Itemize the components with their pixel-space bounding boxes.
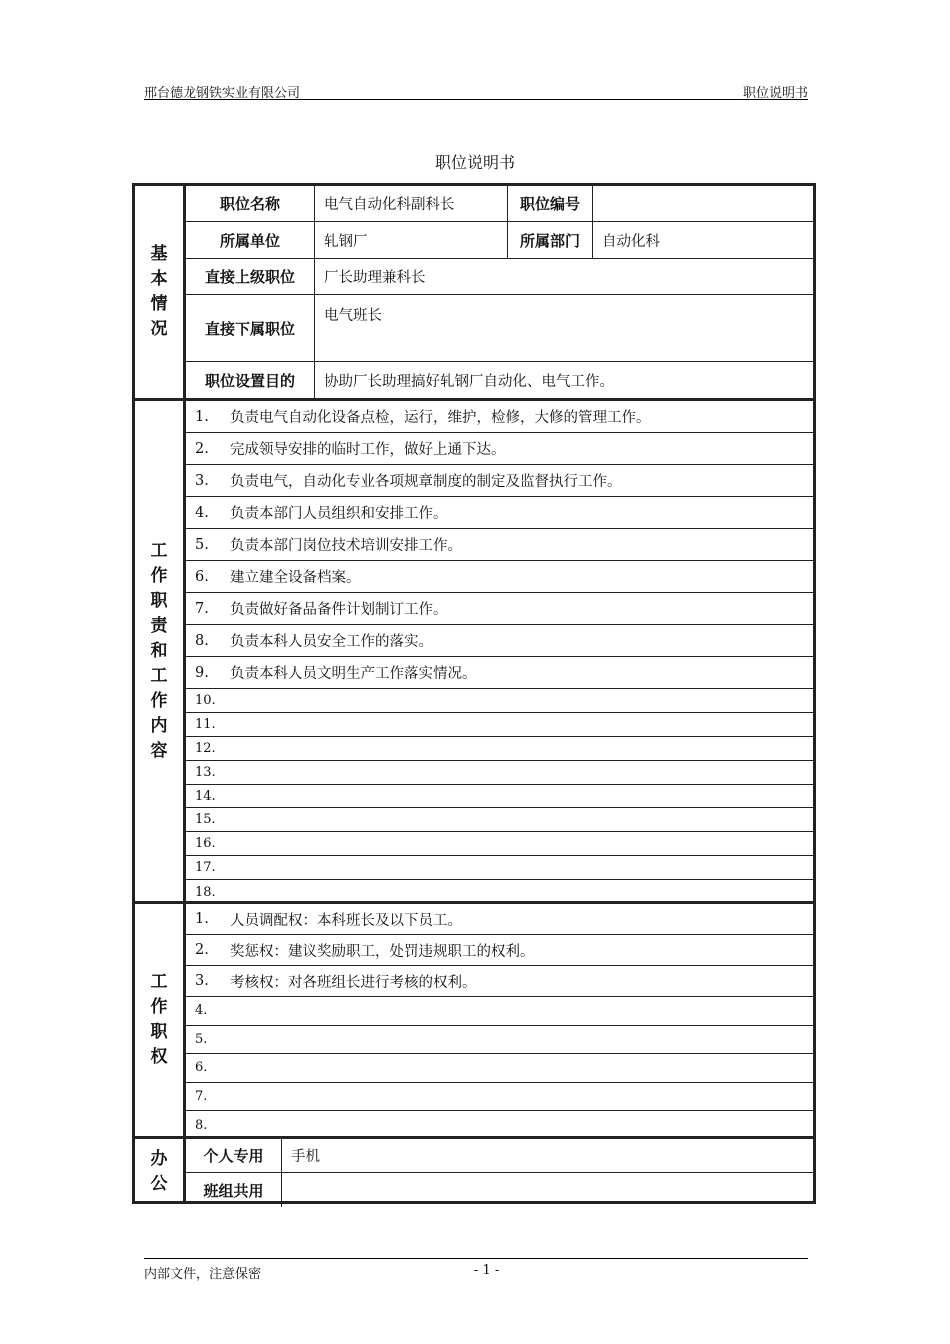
list-item — [186, 737, 813, 761]
basic-info-label: 基本情况 — [150, 244, 168, 339]
item-number: 4. — [195, 504, 209, 521]
duties-label: 工作职责和工作内容 — [150, 540, 168, 761]
list-item — [186, 1026, 813, 1055]
row-purpose — [186, 362, 813, 398]
list-item-content — [186, 1054, 813, 1082]
personal-use-label: 个人专用 — [186, 1139, 282, 1172]
item-text: 负责本部门岗位技术培训安排工作。 — [230, 538, 462, 554]
list-item-content — [186, 433, 813, 464]
item-text: 建立建全设备档案。 — [230, 570, 361, 586]
subordinate-value: 电气班长 — [324, 308, 382, 324]
item-text: 负责做好备品备件计划制订工作。 — [230, 602, 448, 618]
list-item — [186, 593, 813, 625]
list-item — [186, 761, 813, 785]
list-item-content — [186, 561, 813, 592]
position-name-label: 职位名称 — [186, 186, 315, 221]
list-item — [186, 1054, 813, 1083]
superior-value: 厂长助理兼科长 — [324, 270, 426, 286]
list-item — [186, 966, 813, 997]
item-number: 2. — [195, 942, 209, 958]
list-item-content — [186, 689, 813, 712]
item-number: 1. — [195, 408, 209, 425]
item-text: 考核权：对各班组长进行考核的权利。 — [230, 974, 477, 991]
item-number: 16. — [195, 836, 216, 852]
list-item — [186, 713, 813, 737]
unit-value: 轧钢厂 — [324, 233, 368, 250]
item-number: 5. — [195, 536, 209, 553]
item-number: 4. — [195, 1003, 208, 1019]
office-label: 办公 — [150, 1148, 168, 1194]
item-number: 13. — [195, 764, 216, 780]
item-number: 12. — [195, 740, 216, 756]
list-item — [186, 808, 813, 832]
authority-section — [135, 901, 813, 1136]
list-item — [186, 935, 813, 966]
list-item-content — [186, 761, 813, 784]
row-shared-use — [186, 1173, 813, 1207]
list-item — [186, 997, 813, 1026]
confidential-note: 内部文件，注意保密 — [144, 1267, 262, 1282]
item-number: 5. — [195, 1031, 208, 1047]
list-item-content — [186, 832, 813, 855]
authority-label: 工作职权 — [150, 972, 168, 1067]
item-number: 6. — [195, 1060, 208, 1076]
unit-label: 所属单位 — [186, 222, 315, 258]
item-text: 负责电气自动化设备点检，运行，维护，检修，大修的管理工作。 — [230, 410, 651, 426]
list-item-content — [186, 966, 813, 996]
list-item — [186, 401, 813, 433]
list-item — [186, 497, 813, 529]
page-number: - 1 - — [474, 1263, 500, 1278]
item-number: 11. — [195, 716, 216, 732]
job-description-table — [132, 183, 816, 1204]
list-item — [186, 785, 813, 809]
list-item — [186, 561, 813, 593]
list-item — [186, 625, 813, 657]
item-number: 8. — [195, 632, 209, 649]
item-number: 7. — [195, 1088, 208, 1104]
page-header — [144, 80, 808, 100]
purpose-value: 协助厂长助理搞好轧钢厂自动化、电气工作。 — [324, 373, 614, 390]
list-item — [186, 433, 813, 465]
position-name-value: 电气自动化科副科长 — [324, 197, 455, 213]
list-item-content — [186, 785, 813, 808]
list-item-content — [186, 1026, 813, 1054]
item-number: 14. — [195, 788, 216, 804]
list-item — [186, 1083, 813, 1112]
item-number: 3. — [195, 472, 209, 489]
item-number: 7. — [195, 600, 209, 617]
dept-label: 所属部门 — [507, 222, 593, 258]
shared-use-value — [282, 1173, 813, 1207]
list-item-content — [186, 401, 813, 432]
item-number: 2. — [195, 440, 209, 457]
shared-use-label: 班组共用 — [186, 1173, 282, 1207]
list-item — [186, 529, 813, 561]
item-number: 6. — [195, 568, 209, 585]
superior-label: 直接上级职位 — [186, 259, 315, 294]
item-text: 负责本科人员安全工作的落实。 — [230, 634, 433, 650]
duties-label-cell — [135, 401, 186, 901]
list-item-content — [186, 713, 813, 736]
item-number: 17. — [195, 860, 216, 876]
list-item — [186, 465, 813, 497]
list-item-content — [186, 1083, 813, 1111]
subordinate-label: 直接下属职位 — [186, 295, 315, 361]
item-number: 9. — [195, 664, 209, 681]
list-item-content — [186, 625, 813, 656]
document-title: 职位说明书 — [434, 153, 515, 172]
row-unit — [186, 222, 813, 259]
item-number: 1. — [195, 911, 209, 927]
item-number: 3. — [195, 973, 209, 989]
basic-info-label-cell — [135, 186, 186, 398]
item-text: 完成领导安排的临时工作，做好上通下达。 — [230, 442, 506, 458]
list-item-content — [186, 904, 813, 934]
header-doc-type: 职位说明书 — [742, 86, 808, 101]
office-section — [135, 1136, 813, 1204]
duties-section — [135, 398, 813, 901]
item-text: 奖惩权：建议奖励职工，处罚违规职工的权利。 — [230, 943, 535, 960]
list-item-content — [186, 737, 813, 760]
list-item-content — [186, 657, 813, 688]
dept-value: 自动化科 — [602, 233, 660, 250]
row-subordinate — [186, 295, 813, 362]
list-item — [186, 657, 813, 689]
list-item — [186, 689, 813, 713]
position-code-label: 职位编号 — [507, 186, 593, 221]
list-item — [186, 832, 813, 856]
page-footer — [144, 1258, 808, 1281]
list-item-content — [186, 935, 813, 965]
purpose-label: 职位设置目的 — [186, 362, 315, 398]
list-item — [186, 904, 813, 935]
list-item-content — [186, 856, 813, 879]
authority-label-cell — [135, 904, 186, 1136]
list-item-content — [186, 497, 813, 528]
row-superior — [186, 259, 813, 295]
list-item-content — [186, 465, 813, 496]
personal-use-value: 手机 — [291, 1149, 320, 1165]
list-item-content — [186, 997, 813, 1025]
item-text: 负责电气，自动化专业各项规章制度的制定及监督执行工作。 — [230, 474, 622, 490]
list-item-content — [186, 593, 813, 624]
list-item-content — [186, 529, 813, 560]
item-text: 负责本部门人员组织和安排工作。 — [230, 506, 448, 522]
list-item-content — [186, 808, 813, 831]
item-number: 15. — [195, 812, 216, 828]
position-code-value — [593, 186, 813, 221]
item-number: 18. — [195, 884, 216, 900]
row-position-name — [186, 186, 813, 222]
item-text: 负责本科人员文明生产工作落实情况。 — [230, 666, 477, 682]
item-number: 10. — [195, 692, 216, 708]
row-personal-use — [186, 1139, 813, 1173]
list-item — [186, 856, 813, 880]
item-number: 8. — [195, 1117, 208, 1133]
item-text: 人员调配权：本科班长及以下员工。 — [230, 912, 462, 929]
basic-info-section — [135, 186, 813, 398]
company-name: 邢台德龙钢铁实业有限公司 — [144, 86, 301, 101]
office-label-cell — [135, 1139, 186, 1204]
